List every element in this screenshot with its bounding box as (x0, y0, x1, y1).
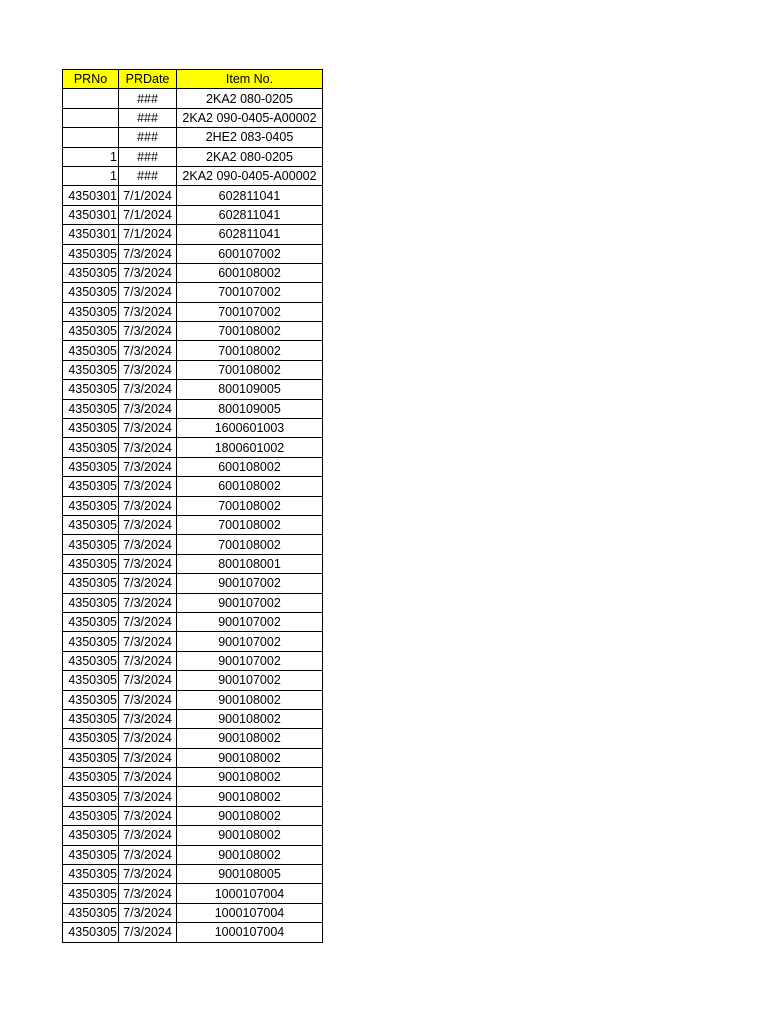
cell-item-no[interactable]: 900107002 (177, 612, 323, 631)
cell-prdate[interactable]: 7/1/2024 (119, 186, 177, 205)
cell-prno[interactable]: 4350305 (63, 593, 119, 612)
cell-prno[interactable]: 4350305 (63, 826, 119, 845)
table-header (63, 70, 323, 89)
table-row (63, 128, 323, 147)
cell-item-no[interactable]: 700107002 (177, 283, 323, 302)
table-row (63, 360, 323, 379)
cell-prdate[interactable]: 7/3/2024 (119, 438, 177, 457)
table-row (63, 554, 323, 573)
table-row (63, 438, 323, 457)
cell-prdate[interactable]: 7/3/2024 (119, 341, 177, 360)
cell-prdate[interactable]: 7/3/2024 (119, 787, 177, 806)
table-row (63, 302, 323, 321)
cell-prdate[interactable]: 7/3/2024 (119, 593, 177, 612)
cell-prdate[interactable]: 7/1/2024 (119, 205, 177, 224)
table-row (63, 186, 323, 205)
cell-item-no[interactable]: 2KA2 090-0405-A00002 (177, 166, 323, 185)
table-row (63, 768, 323, 787)
cell-prdate[interactable]: ### (119, 89, 177, 108)
table-row (63, 612, 323, 631)
cell-prno[interactable]: 4350305 (63, 302, 119, 321)
cell-prdate[interactable]: 7/3/2024 (119, 690, 177, 709)
table-row (63, 826, 323, 845)
cell-prno[interactable]: 4350305 (63, 574, 119, 593)
cell-prdate[interactable]: 7/3/2024 (119, 865, 177, 884)
cell-prno[interactable]: 4350305 (63, 787, 119, 806)
cell-item-no[interactable]: 1000107004 (177, 923, 323, 942)
table-row (63, 419, 323, 438)
cell-prdate[interactable]: 7/3/2024 (119, 632, 177, 651)
cell-prno[interactable]: 1 (63, 147, 119, 166)
cell-item-no[interactable]: 2HE2 083-0405 (177, 128, 323, 147)
cell-prdate[interactable]: 7/3/2024 (119, 574, 177, 593)
cell-item-no[interactable]: 900108002 (177, 768, 323, 787)
cell-prno[interactable]: 4350305 (63, 806, 119, 825)
cell-prdate[interactable]: 7/3/2024 (119, 923, 177, 942)
cell-item-no[interactable]: 900107002 (177, 632, 323, 651)
table-row (63, 748, 323, 767)
cell-prno[interactable]: 4350305 (63, 768, 119, 787)
table-row (63, 283, 323, 302)
table-row (63, 709, 323, 728)
header-prdate[interactable]: PRDate (119, 70, 177, 89)
cell-item-no[interactable]: 2KA2 080-0205 (177, 89, 323, 108)
cell-item-no[interactable]: 800108001 (177, 554, 323, 573)
cell-prno[interactable]: 4350305 (63, 729, 119, 748)
table-row (63, 806, 323, 825)
table-row (63, 147, 323, 166)
pr-items-table (62, 69, 323, 943)
table-row (63, 923, 323, 942)
cell-prdate[interactable]: 7/3/2024 (119, 302, 177, 321)
cell-item-no[interactable]: 600108002 (177, 263, 323, 282)
header-item-no[interactable]: Item No. (177, 70, 323, 89)
cell-prdate[interactable]: 7/3/2024 (119, 826, 177, 845)
cell-prdate[interactable]: 7/3/2024 (119, 515, 177, 534)
cell-prno[interactable]: 4350305 (63, 845, 119, 864)
table-row (63, 593, 323, 612)
table-row (63, 651, 323, 670)
cell-prdate[interactable]: ### (119, 147, 177, 166)
cell-item-no[interactable]: 900108002 (177, 690, 323, 709)
cell-prdate[interactable]: 7/3/2024 (119, 477, 177, 496)
cell-prno[interactable]: 4350305 (63, 690, 119, 709)
cell-prdate[interactable]: 7/3/2024 (119, 554, 177, 573)
table-row (63, 496, 323, 515)
cell-item-no[interactable]: 2KA2 090-0405-A00002 (177, 108, 323, 127)
cell-prdate[interactable]: 7/3/2024 (119, 399, 177, 418)
table-row (63, 632, 323, 651)
cell-prno[interactable]: 4350305 (63, 884, 119, 903)
cell-prno[interactable]: 4350305 (63, 535, 119, 554)
cell-prno[interactable]: 4350301 (63, 186, 119, 205)
cell-item-no[interactable]: 900108002 (177, 709, 323, 728)
cell-item-no[interactable]: 900107002 (177, 593, 323, 612)
cell-item-no[interactable]: 800109005 (177, 380, 323, 399)
cell-prno[interactable]: 4350305 (63, 380, 119, 399)
cell-item-no[interactable]: 700108002 (177, 496, 323, 515)
cell-prno[interactable]: 4350305 (63, 457, 119, 476)
cell-item-no[interactable]: 602811041 (177, 225, 323, 244)
cell-item-no[interactable]: 700108002 (177, 515, 323, 534)
cell-prno[interactable] (63, 89, 119, 108)
cell-prno[interactable]: 1 (63, 166, 119, 185)
cell-prno[interactable]: 4350305 (63, 438, 119, 457)
cell-item-no[interactable]: 900108002 (177, 806, 323, 825)
cell-prdate[interactable]: ### (119, 166, 177, 185)
cell-prdate[interactable]: 7/3/2024 (119, 903, 177, 922)
cell-item-no[interactable]: 700108002 (177, 535, 323, 554)
cell-prno[interactable]: 4350305 (63, 419, 119, 438)
cell-prdate[interactable]: 7/3/2024 (119, 806, 177, 825)
table-row (63, 845, 323, 864)
cell-prdate[interactable]: 7/3/2024 (119, 845, 177, 864)
cell-prno[interactable]: 4350305 (63, 671, 119, 690)
cell-prno[interactable]: 4350301 (63, 205, 119, 224)
cell-prno[interactable]: 4350305 (63, 651, 119, 670)
cell-prdate[interactable]: 7/3/2024 (119, 360, 177, 379)
header-prno[interactable]: PRNo (63, 70, 119, 89)
cell-prdate[interactable]: 7/3/2024 (119, 244, 177, 263)
cell-item-no[interactable]: 900108002 (177, 826, 323, 845)
table-row (63, 574, 323, 593)
cell-prdate[interactable]: 7/1/2024 (119, 225, 177, 244)
cell-prno[interactable]: 4350305 (63, 923, 119, 942)
cell-prdate[interactable]: ### (119, 108, 177, 127)
cell-item-no[interactable]: 900108002 (177, 729, 323, 748)
cell-prdate[interactable]: 7/3/2024 (119, 263, 177, 282)
table-row (63, 341, 323, 360)
cell-prno[interactable]: 4350305 (63, 865, 119, 884)
cell-prno[interactable]: 4350305 (63, 322, 119, 341)
cell-prdate[interactable]: 7/3/2024 (119, 322, 177, 341)
cell-prno[interactable]: 4350305 (63, 903, 119, 922)
cell-item-no[interactable]: 700108002 (177, 322, 323, 341)
cell-prno[interactable] (63, 128, 119, 147)
table-row (63, 690, 323, 709)
cell-item-no[interactable]: 1000107004 (177, 884, 323, 903)
cell-item-no[interactable]: 900107002 (177, 574, 323, 593)
table-row (63, 884, 323, 903)
cell-item-no[interactable]: 602811041 (177, 186, 323, 205)
cell-prno[interactable] (63, 108, 119, 127)
cell-prdate[interactable]: 7/3/2024 (119, 283, 177, 302)
table-row (63, 399, 323, 418)
cell-prno[interactable]: 4350305 (63, 283, 119, 302)
cell-item-no[interactable]: 700107002 (177, 302, 323, 321)
cell-item-no[interactable]: 602811041 (177, 205, 323, 224)
cell-item-no[interactable]: 600107002 (177, 244, 323, 263)
table-row (63, 787, 323, 806)
cell-prdate[interactable]: 7/3/2024 (119, 709, 177, 728)
cell-prno[interactable]: 4350305 (63, 244, 119, 263)
cell-prno[interactable]: 4350305 (63, 399, 119, 418)
cell-prno[interactable]: 4350301 (63, 225, 119, 244)
cell-item-no[interactable]: 800109005 (177, 399, 323, 418)
cell-item-no[interactable]: 700108002 (177, 341, 323, 360)
cell-prdate[interactable]: 7/3/2024 (119, 884, 177, 903)
cell-prdate[interactable]: 7/3/2024 (119, 768, 177, 787)
cell-prdate[interactable]: 7/3/2024 (119, 748, 177, 767)
cell-item-no[interactable]: 900108002 (177, 787, 323, 806)
cell-prdate[interactable]: ### (119, 128, 177, 147)
cell-prdate[interactable]: 7/3/2024 (119, 419, 177, 438)
table-row (63, 477, 323, 496)
cell-prdate[interactable]: 7/3/2024 (119, 671, 177, 690)
cell-prno[interactable]: 4350305 (63, 496, 119, 515)
table-row (63, 263, 323, 282)
header-row (63, 70, 323, 89)
cell-item-no[interactable]: 900108002 (177, 748, 323, 767)
table-row (63, 865, 323, 884)
cell-prno[interactable]: 4350305 (63, 748, 119, 767)
cell-prdate[interactable]: 7/3/2024 (119, 496, 177, 515)
table-row (63, 244, 323, 263)
cell-item-no[interactable]: 900107002 (177, 671, 323, 690)
table-row (63, 535, 323, 554)
table-row (63, 515, 323, 534)
cell-prdate[interactable]: 7/3/2024 (119, 380, 177, 399)
cell-prdate[interactable]: 7/3/2024 (119, 651, 177, 670)
cell-prdate[interactable]: 7/3/2024 (119, 457, 177, 476)
cell-item-no[interactable]: 1600601003 (177, 419, 323, 438)
cell-prdate[interactable]: 7/3/2024 (119, 535, 177, 554)
cell-item-no[interactable]: 900108005 (177, 865, 323, 884)
table-row (63, 89, 323, 108)
cell-prno[interactable]: 4350305 (63, 709, 119, 728)
table-row (63, 108, 323, 127)
cell-prno[interactable]: 4350305 (63, 263, 119, 282)
cell-item-no[interactable]: 1000107004 (177, 903, 323, 922)
table-row (63, 729, 323, 748)
cell-prno[interactable]: 4350305 (63, 477, 119, 496)
table-row (63, 380, 323, 399)
cell-prno[interactable]: 4350305 (63, 554, 119, 573)
table-row (63, 457, 323, 476)
cell-item-no[interactable]: 700108002 (177, 360, 323, 379)
table-row (63, 166, 323, 185)
cell-item-no[interactable]: 2KA2 080-0205 (177, 147, 323, 166)
cell-item-no[interactable]: 600108002 (177, 477, 323, 496)
table-row (63, 205, 323, 224)
table-row (63, 671, 323, 690)
cell-prno[interactable]: 4350305 (63, 632, 119, 651)
table-row (63, 225, 323, 244)
cell-prdate[interactable]: 7/3/2024 (119, 729, 177, 748)
cell-prno[interactable]: 4350305 (63, 612, 119, 631)
cell-prno[interactable]: 4350305 (63, 341, 119, 360)
table-row (63, 903, 323, 922)
cell-prno[interactable]: 4350305 (63, 515, 119, 534)
cell-item-no[interactable]: 900107002 (177, 651, 323, 670)
cell-item-no[interactable]: 600108002 (177, 457, 323, 476)
table-body (63, 89, 323, 942)
cell-prdate[interactable]: 7/3/2024 (119, 612, 177, 631)
cell-prno[interactable]: 4350305 (63, 360, 119, 379)
cell-item-no[interactable]: 1800601002 (177, 438, 323, 457)
cell-item-no[interactable]: 900108002 (177, 845, 323, 864)
table-row (63, 322, 323, 341)
